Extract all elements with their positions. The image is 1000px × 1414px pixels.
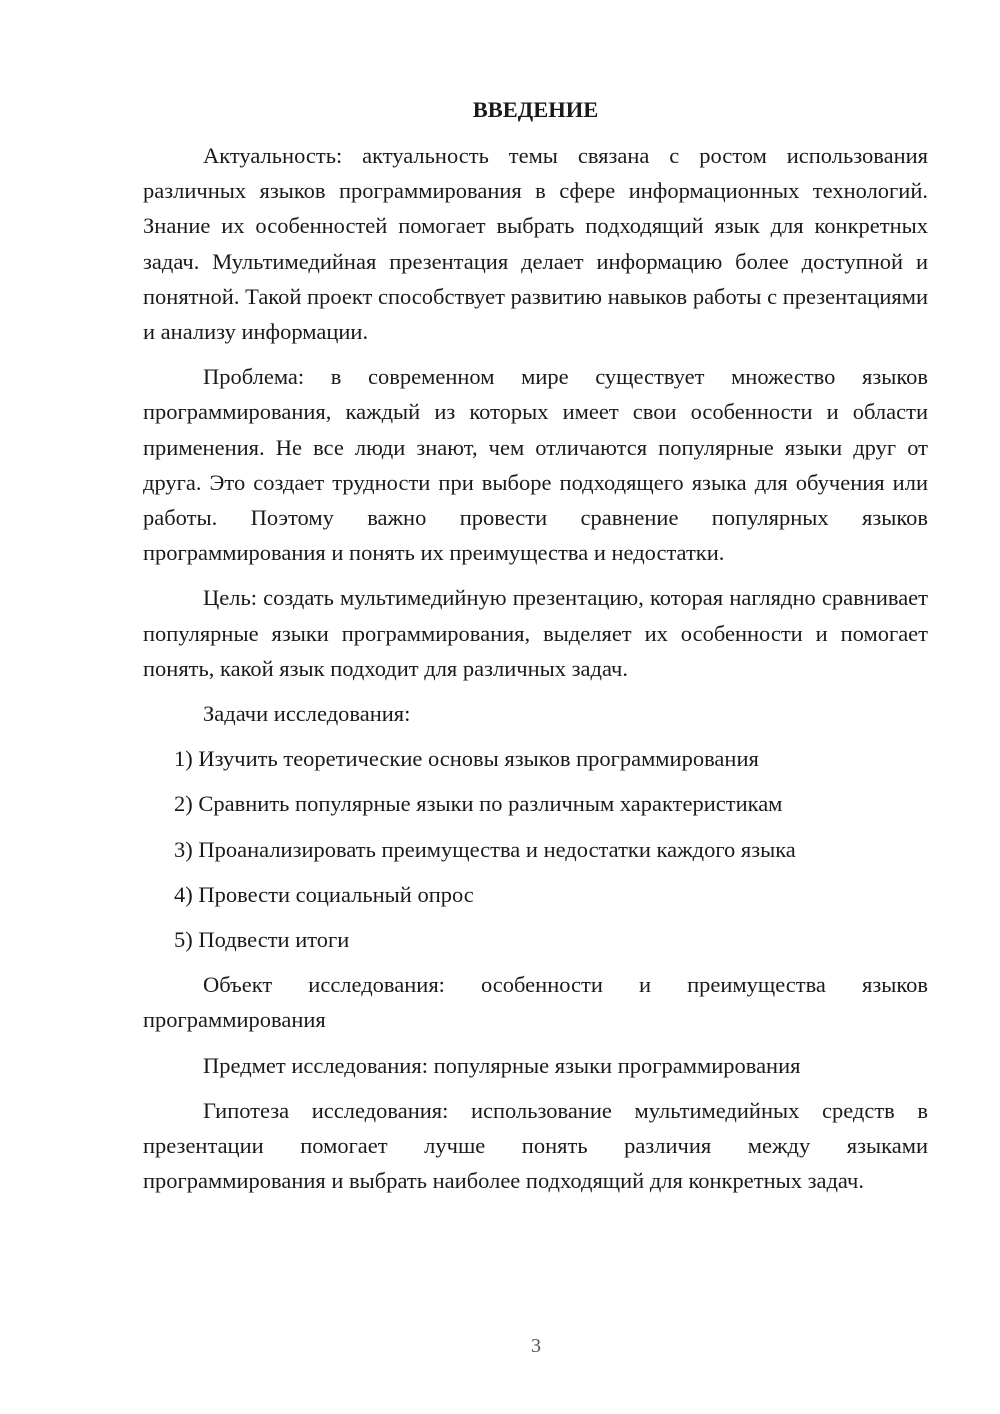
tasks-heading: Задачи исследования: xyxy=(203,701,411,727)
section-title: ВВЕДЕНИЕ xyxy=(472,97,599,122)
page-number: 3 xyxy=(531,1335,541,1357)
problem-paragraph: Проблема: в современном мире существует множество языков программирования, каждый из которых имеет свои особенности и области применения. Не все люди знают, чем отличаются популярные языки друг от друга. Это создает трудности при выборе подходящего языка для обучения или работы. Поэтому важно провести сравнение популярных языков программирования и понять их преимущества и недостатки. xyxy=(143,364,928,566)
task-item: 2) Сравнить популярные языки по различным характеристикам xyxy=(174,791,783,817)
task-item: 3) Проанализировать преимущества и недостатки каждого языка xyxy=(174,836,796,862)
relevance-paragraph: Актуальность: актуальность темы связана с ростом использования различных языков программирования в сфере информационных технологий. Знание их особенностей помогает выбрать подходящий язык для конкретных задач. Мультимедийная презентация делает информацию более доступной и понятной. Такой проект способствует развитию навыков работы с презентациями и анализу информации. xyxy=(143,143,928,345)
task-item: 4) Провести социальный опрос xyxy=(174,881,474,907)
task-item: 5) Подвести итоги xyxy=(174,927,350,953)
hypothesis-paragraph: Гипотеза исследования: использование мультимедийных средств в презентации помогает лучше понять различия между языками программирования и выбрать наиболее подходящий для конкретных задач. xyxy=(143,1097,928,1194)
task-item: 1) Изучить теоретические основы языков программирования xyxy=(174,746,759,772)
tasks-list xyxy=(143,741,928,957)
subject-paragraph: Предмет исследования: популярные языки программирования xyxy=(203,1052,801,1078)
object-paragraph: Объект исследования: особенности и преимущества языков программирования xyxy=(143,972,928,1033)
page-content xyxy=(143,95,928,1208)
goal-paragraph: Цель: создать мультимедийную презентацию, которая наглядно сравнивает популярные языки программирования, выделяет их особенности и помогает понять, какой язык подходит для различных задач. xyxy=(143,585,928,681)
